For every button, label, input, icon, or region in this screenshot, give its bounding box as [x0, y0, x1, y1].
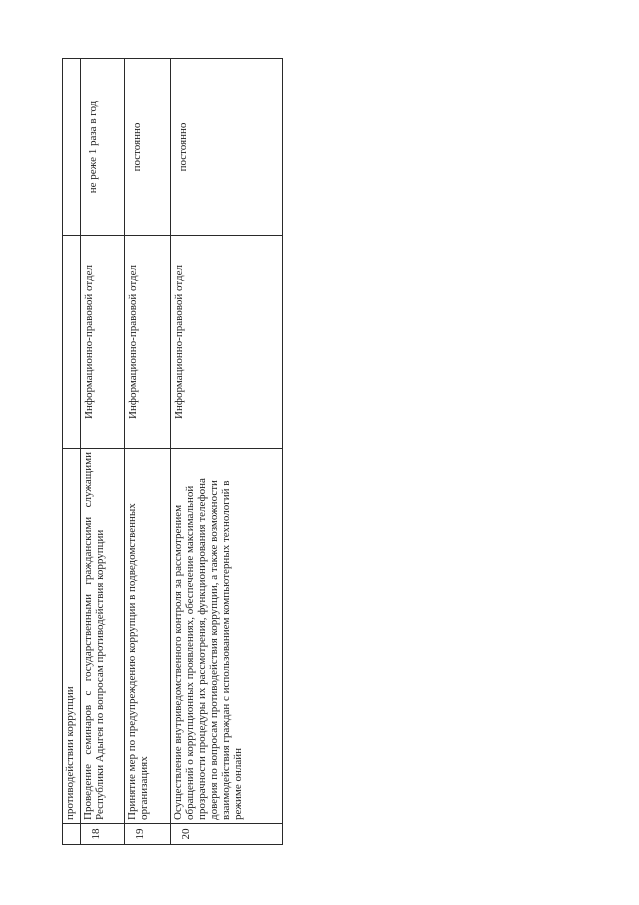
cell-event: Проведение семинаров с государственными гражданскими служащими Республики Адыгея по вопросам противодействия коррупции [81, 449, 125, 824]
cell-event: Принятие мер по предупреждению коррупции в подведомственных организациях [125, 449, 171, 824]
cell-event: Осуществление внутриведомственного контроля за рассмотрением обращений о коррупционных проявлениях, обеспечение максимальной прозрачности процедуры их рассмотрения, функционирования телефона доверия по вопросам противодействия коррупции, а также возможности взаимодействия граждан с использованием компьютерных технологий в режиме онлайн [171, 449, 283, 824]
table-row [125, 59, 171, 845]
cell-executor: Информационно-правовой отдел [125, 236, 171, 449]
cell-term: постоянно [171, 59, 283, 236]
cell-term: постоянно [125, 59, 171, 236]
cell-number: 19 [125, 824, 171, 845]
table-row [81, 59, 125, 845]
cell-executor: Информационно-правовой отдел [171, 236, 283, 449]
cell-number: 20 [171, 824, 283, 845]
cell-term [63, 59, 81, 236]
rotated-table-wrapper [62, 59, 254, 845]
cell-number [63, 824, 81, 845]
cell-executor: Информационно-правовой отдел [81, 236, 125, 449]
table-row [171, 59, 283, 845]
table-row-continuation [63, 59, 81, 845]
cell-executor [63, 236, 81, 449]
cell-number: 18 [81, 824, 125, 845]
anticorruption-plan-table [62, 58, 283, 845]
cell-term: не реже 1 раза в год [81, 59, 125, 236]
cell-event: противодействии коррупции [63, 449, 81, 824]
